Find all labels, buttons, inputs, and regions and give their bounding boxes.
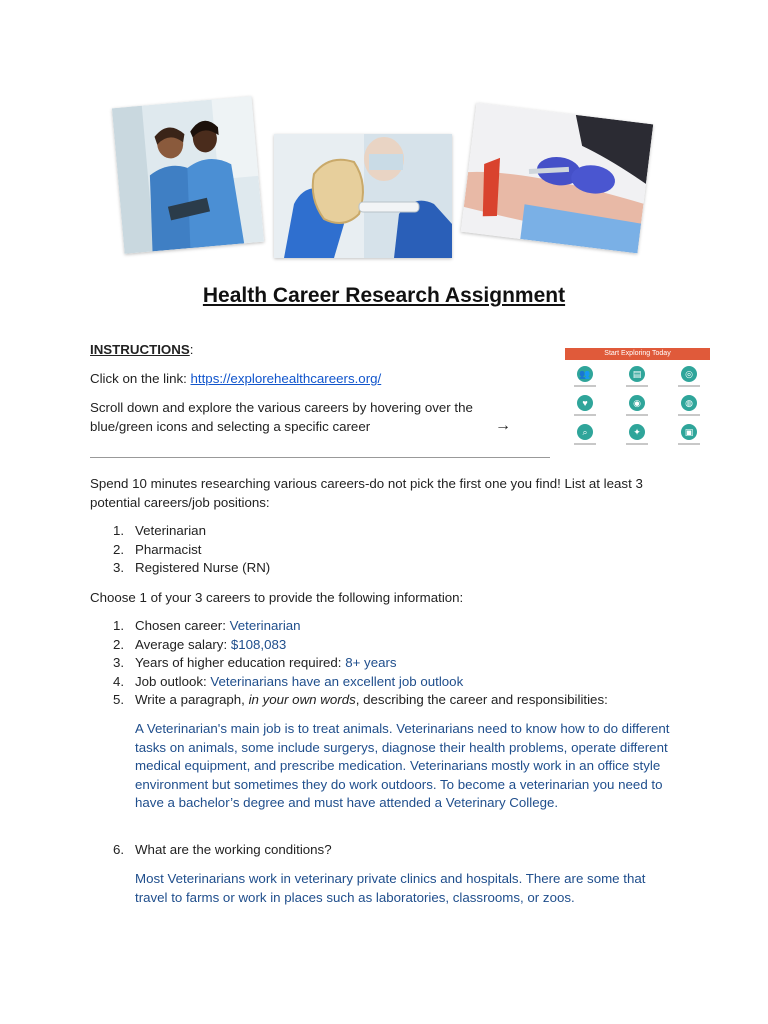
list-item [90,654,690,673]
info-answer: 8+ years [345,655,397,670]
instructions-label: INSTRUCTIONS [90,342,190,357]
list-number: 2. [113,636,125,652]
heart-icon[interactable]: ♥ [570,395,600,416]
info-label: Chosen career: [135,618,230,633]
spend-instructions: Spend 10 minutes researching various careers-do not pick the first one you find! List at least 3 potential careers/job positions: [90,476,643,510]
question-text: What are the working conditions? [135,842,332,857]
page-title: Health Career Research Assignment [202,284,566,307]
item5-italic: in your own words [248,692,356,707]
career-name: Veterinarian [135,523,206,538]
instructions-heading [90,341,193,360]
choose-instructions: Choose 1 of your 3 careers to provide the following information: [90,590,464,605]
list-number: 6. [113,842,125,857]
info-answer: $108,083 [230,636,287,652]
people-icon[interactable]: 👥 [570,366,600,387]
info-list [90,617,690,710]
click-prefix: Click on the link: [90,371,191,386]
career-name: Registered Nurse (RN) [135,560,271,575]
world-icon[interactable]: ◍ [674,395,704,416]
working-conditions-answer: Most Veterinarians work in veterinary private clinics and hospitals. There are some that travel to farms or work in places such as laboratories, classrooms, or zoos. [135,871,646,905]
info-answer: Veterinarians have an excellent job outlook [210,673,464,689]
scroll-line-2: blue/green icons and selecting a specific career [90,418,371,434]
list-number: 3. [113,655,125,670]
list-item [90,673,690,692]
list-item [90,691,690,710]
list-number: 5. [113,692,125,707]
career-paragraph: A Veterinarian's main job is to treat animals. Veterinarians need to know how to do different tasks on animals, some include surgerys, diagnose their health problems, operate different medical equipment, and prescribe medication. Veterinarians mostly work in an office style environment but sometimes they do work outdoors. To become a veterinarian you need to have a bachelor’s degree and must have attended a Veterinary College. [135,721,670,810]
divider [90,457,550,458]
info-answer: Veterinarian [229,618,301,633]
list-item [90,559,270,578]
list-number: 1. [113,523,125,538]
list-number: 4. [113,673,125,689]
link-line [90,370,381,389]
list-item [90,617,690,636]
explore-widget [565,348,710,448]
scroll-line-1: Scroll down and explore the various careers by hovering over the [90,400,473,415]
document-icon[interactable]: ▤ [622,366,652,387]
list-number: 3. [113,560,125,575]
globe-icon[interactable]: ◎ [674,366,704,387]
item5-after: , describing the career and responsibilities: [355,692,608,707]
right-arrow-icon: → [495,417,511,434]
explore-link[interactable]: https://explorehealthcareers.org/ [190,371,382,386]
list-number: 1. [113,618,125,633]
list-item [90,522,270,541]
list-number: 2. [113,541,125,557]
info-label: Job outlook: [135,673,211,689]
list-item [90,541,270,560]
list-item [90,636,690,655]
book-icon[interactable]: ▣ [674,424,704,445]
oxygen-mask-photo [274,134,452,258]
blood-draw-photo [461,103,654,254]
career-name: Pharmacist [135,541,202,557]
instructions-colon: : [189,342,194,357]
careers-list [90,522,270,578]
item5-before: Write a paragraph, [135,692,249,707]
person-icon[interactable]: ✦ [622,424,652,445]
eye-icon[interactable]: ◉ [622,395,652,416]
explore-header: Start Exploring Today [565,348,710,360]
info-label: Average salary: [135,636,231,652]
nurses-photo [112,96,264,254]
info-label: Years of higher education required: [135,655,346,670]
search-icon[interactable]: ⌕ [570,424,600,445]
scroll-instructions [90,399,490,436]
question-6 [90,841,735,860]
